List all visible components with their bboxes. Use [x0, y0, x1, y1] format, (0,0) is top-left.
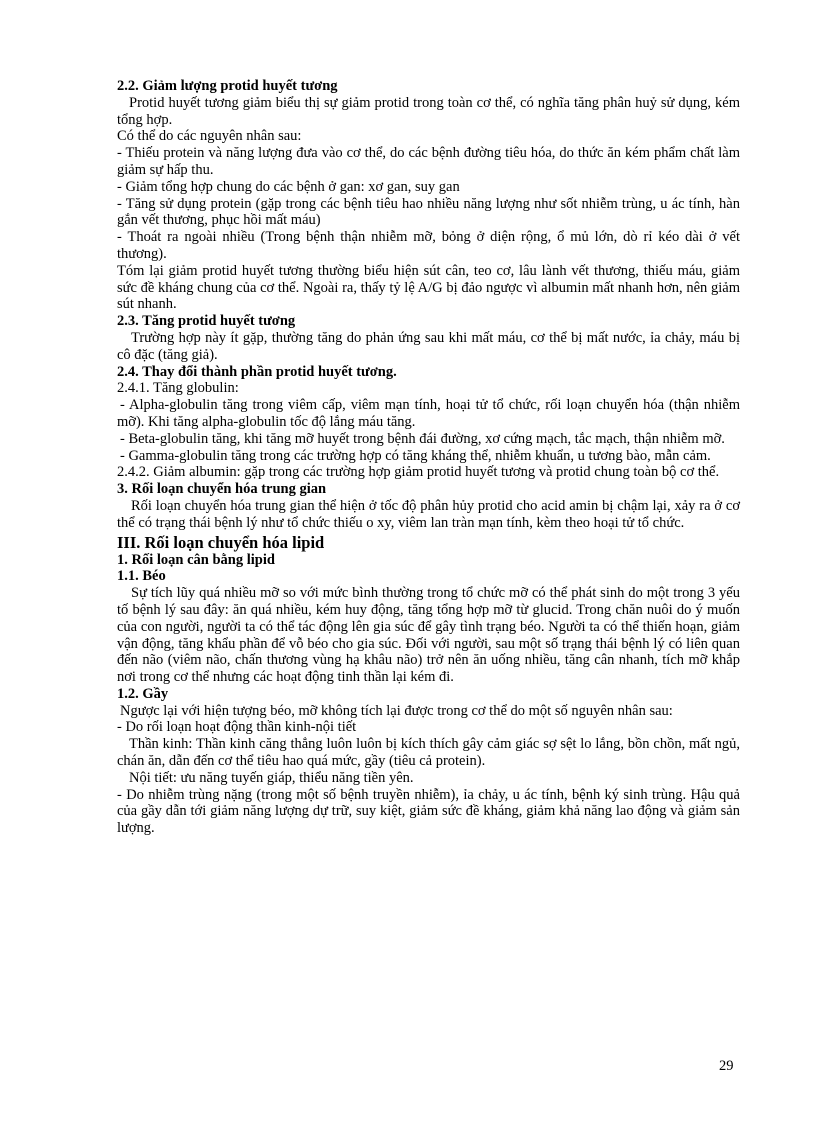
list-item: - Beta-globulin tăng, khi tăng mỡ huyết trong bệnh đái đường, xơ cứng mạch, tắc mạch, thận nhiễm mỡ.	[120, 430, 725, 447]
list-item: - Giảm tổng hợp chung do các bệnh ở gan: xơ gan, suy gan	[117, 178, 460, 195]
list-item: - Alpha-globulin tăng trong viêm cấp, viêm mạn tính, hoại tử tổ chức, rối loạn chuyển hóa (thận nhiễm mỡ). Khi tăng alpha-globulin tốc độ lắng máu tăng.	[117, 397, 740, 430]
list-item: - Gamma-globulin tăng trong các trường hợp có tăng kháng thể, nhiễm khuẩn, u tương bào, mẫn cảm.	[120, 447, 711, 464]
heading-2-3: 2.3. Tăng protid huyết tương	[117, 313, 296, 330]
paragraph: Protid huyết tương giảm biểu thị sự giảm protid trong toàn cơ thể, có nghĩa tăng phân huỷ sử dụng, kém tổng hợp.	[117, 94, 740, 128]
list-item: - Do rối loạn hoạt động thần kinh-nội tiết	[117, 719, 357, 736]
heading-part-iii: III. Rối loạn chuyển hóa lipid	[117, 532, 325, 552]
subheading-2-4-2: 2.4.2. Giảm albumin: gặp trong các trường hợp giảm protid huyết tương và protid chung toàn bộ cơ thể.	[117, 464, 720, 481]
list-item: - Thiếu protein và năng lượng đưa vào cơ thể, do các bệnh đường tiêu hóa, do thức ăn kém phẩm chất làm giảm sự hấp thu.	[117, 145, 740, 178]
page-content	[117, 78, 740, 837]
subheading-2-4-1: 2.4.1. Tăng globulin:	[117, 380, 239, 397]
paragraph: Sự tích lũy quá nhiều mỡ so với mức bình thường trong tổ chức mỡ có thể phát sinh do một trong 3 yếu tố bệnh lý sau đây: ăn quá nhiều, kém huy động, tăng tổng hợp mỡ từ glucid. Trong chăn nuôi do ý muốn của con người, người ta có thể tác động lên gia súc để gây tình trạng béo. Người ta có thể thiến hoạn, giảm vận động, tăng khẩu phần để vỗ béo cho gia súc. Đối với người, sau một số trạng thái bệnh lý có liên quan đến não (viêm não, chấn thương vùng hạ khâu não) trở nên ăn uống nhiều, tăng cân nhanh, tích mỡ khắp nơi trong cơ thể nhưng các hoạt động tinh thần lại kém đi.	[117, 585, 740, 686]
paragraph: Tóm lại giảm protid huyết tương thường biểu hiện sút cân, teo cơ, lâu lành vết thương, thiếu máu, giảm sức đề kháng chung của cơ thể. Ngoài ra, thấy tỷ lệ A/G bị đảo ngược vì albumin mất nhanh hơn, nên giảm sút nhanh.	[117, 262, 740, 313]
list-item: - Thoát ra ngoài nhiều (Trong bệnh thận nhiễm mỡ, bỏng ở diện rộng, ổ mủ lớn, dò rỉ kéo dài ở vết thương).	[117, 229, 740, 262]
paragraph: Nội tiết: ưu năng tuyến giáp, thiểu năng tiền yên.	[129, 769, 414, 786]
heading-1-1: 1.1. Béo	[117, 568, 166, 585]
heading-2-4: 2.4. Thay đổi thành phần protid huyết tương.	[117, 363, 397, 380]
paragraph: Trường hợp này ít gặp, thường tăng do phản ứng sau khi mất máu, cơ thể bị mất nước, ỉa chảy, máu bị cô đặc (tăng giả).	[117, 329, 740, 363]
list-item: - Tăng sử dụng protein (gặp trong các bệnh tiêu hao nhiều năng lượng như sốt nhiễm trùng, u ác tính, hàn gắn vết thương, phục hồi mất máu)	[117, 195, 740, 229]
heading-1-2: 1.2. Gầy	[117, 685, 169, 702]
paragraph: Có thể do các nguyên nhân sau:	[117, 128, 302, 145]
paragraph: Ngược lại với hiện tượng béo, mỡ không tích lại được trong cơ thể do một số nguyên nhân sau:	[120, 702, 673, 719]
page-number: 29	[719, 1058, 734, 1074]
heading-3: 3. Rối loạn chuyển hóa trung gian	[117, 481, 327, 498]
list-item: - Do nhiễm trùng nặng (trong một số bệnh truyền nhiễm), ỉa chảy, u ác tính, bệnh ký sinh trùng. Hậu quả của gầy dẫn tới giảm năng lượng dự trữ, suy kiệt, giảm sức đề kháng, giảm khả năng lao động và giảm sản lượng.	[117, 786, 740, 837]
paragraph: Thần kinh: Thần kinh căng thẳng luôn luôn bị kích thích gây cảm giác sợ sệt lo lắng, bồn chồn, mất ngủ, chán ăn, dẫn đến cơ thể tiêu hao quá mức, gầy (tiêu cả protein).	[117, 736, 740, 770]
heading-2-2: 2.2. Giảm lượng protid huyết tương	[117, 78, 338, 94]
heading-1: 1. Rối loạn cân bằng lipid	[117, 551, 275, 568]
paragraph: Rối loạn chuyển hóa trung gian thể hiện ở tốc độ phân hủy protid cho acid amin bị chậm lại, xảy ra ở cơ thể có trạng thái bệnh lý như tổ chức thiếu o xy, viêm lan tràn mạn tính, kèm theo hoại tử tổ chức.	[117, 497, 740, 531]
